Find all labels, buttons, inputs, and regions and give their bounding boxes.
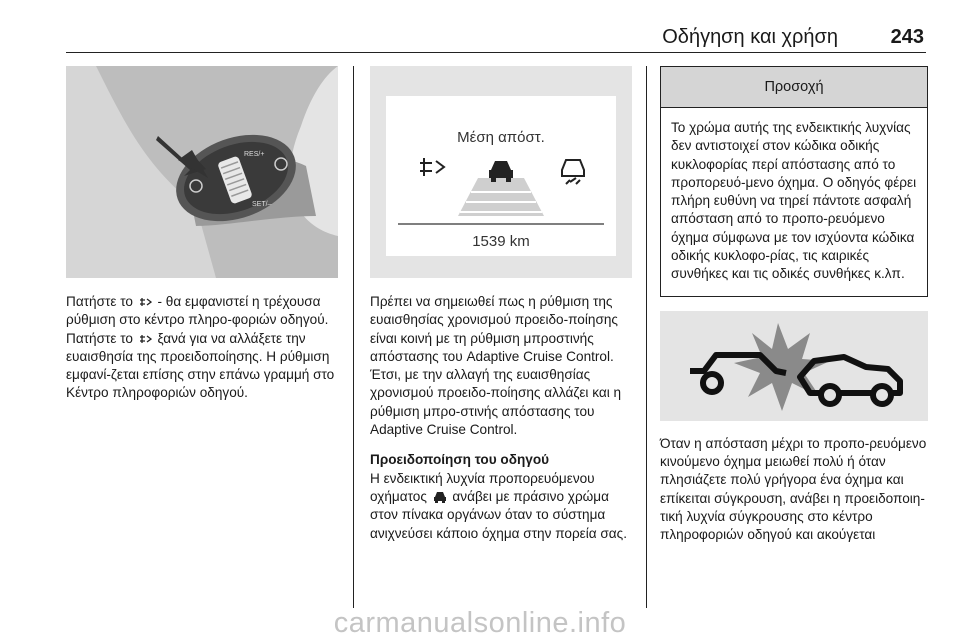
driver-info-display [370,66,632,278]
display-title: Μέση απόστ. [457,129,545,146]
page-header [66,0,926,52]
text-run: Η ενδεικτική λυχνία προπορευόμενου οχήματος [370,470,595,504]
collision-figure [660,311,928,421]
text-run: ξανά για να αλλάξετε την ευαισθησία της προειδοποίησης. Η ρύθμιση εμφανί-ζεται επίσης στην επάνω γραμμή στο Κέντρο πληροφοριών οδηγού. [66,330,335,401]
header-rule [66,52,926,53]
column-3 [660,66,928,544]
column-divider-2 [646,66,647,608]
caution-text: Το χρώμα αυτής της ενδεικτικής λυχνίας δεν αντιστοιχεί στον κώδικα οδικής κυκλοφορίας περί απόστασης από το προπορευό-μενο όχημα. Ο οδηγός φέρει πλήρη ευθύνη να τηρεί πάντοτε ασφαλή απόσταση από το προπο-ρευόμενο όχημα σύμφωνα με τον ισχύοντα κώδικα οδικής κυκλοφο-ρίας, τις καιρικές συνθήκες και τις οδικές συνθήκες κ.λπ. [671,120,917,282]
col2-paragraph-2 [370,470,632,543]
col3-paragraph: Όταν η απόσταση μέχρι το προπο-ρευόμενο κινούμενο όχημα μειωθεί πολύ ή όταν πλησιάζετε πολύ γρήγορα ένα όχημα και επίκειται σύγκρουση, ανάβει η προειδοποιη-τική λυχνία σύγκρουσης στο κέντρο πληροφοριών οδηγού και ακούγεται [660,435,927,543]
caution-box [660,66,928,297]
text-run: ανάβει με πράσινο χρώμα στον πίνακα οργάνων όταν το σύστημα ανιχνεύσει κάποιο όχημα στην πορεία σας. [370,488,627,541]
svg-text:RES/+: RES/+ [244,151,265,158]
forward-collision-alert-icon [139,333,152,345]
forward-collision-alert-icon [139,296,152,308]
column-divider-1 [353,66,354,608]
caution-title: Προσοχή [661,67,927,108]
odometer-reading: 1539 km [472,233,530,250]
steering-wheel-figure [66,66,338,278]
col1-paragraph [66,293,338,403]
text-run: Πατήστε το [66,294,137,309]
text-run: - θα εμφανιστεί η τρέχουσα ρύθμιση στο κέντρο πληρο-φοριών οδηγού. Πατήστε το [66,294,329,346]
column-1 [66,66,338,403]
page-number: 243 [890,26,924,48]
col2-paragraph-1: Πρέπει να σημειωθεί πως η ρύθμιση της ευαισθησίας χρονισμού προειδο-ποίησης είναι κοινή με τη ρύθμιση μπροστινής απόστασης του Adaptive Cruise Control. Έτσι, με την αλλαγή της ευαισθησίας χρονισμού προειδο-ποίησης αλλάζει και η ρύθμιση μπρο-στινής απόστασης του Adaptive Cruise Control. [370,294,622,438]
section-heading: Προειδοποίηση του οδηγού [370,452,550,468]
column-2 [370,66,632,543]
watermark: carmanualsonline.info [333,607,627,639]
steering-wheel-illustration [66,66,338,278]
instrument-display-figure [370,66,632,278]
collision-illustration [660,311,928,421]
section-title: Οδήγηση και χρήση [662,26,838,48]
vehicle-ahead-icon [433,491,447,503]
svg-text:SET/–: SET/– [252,201,272,208]
